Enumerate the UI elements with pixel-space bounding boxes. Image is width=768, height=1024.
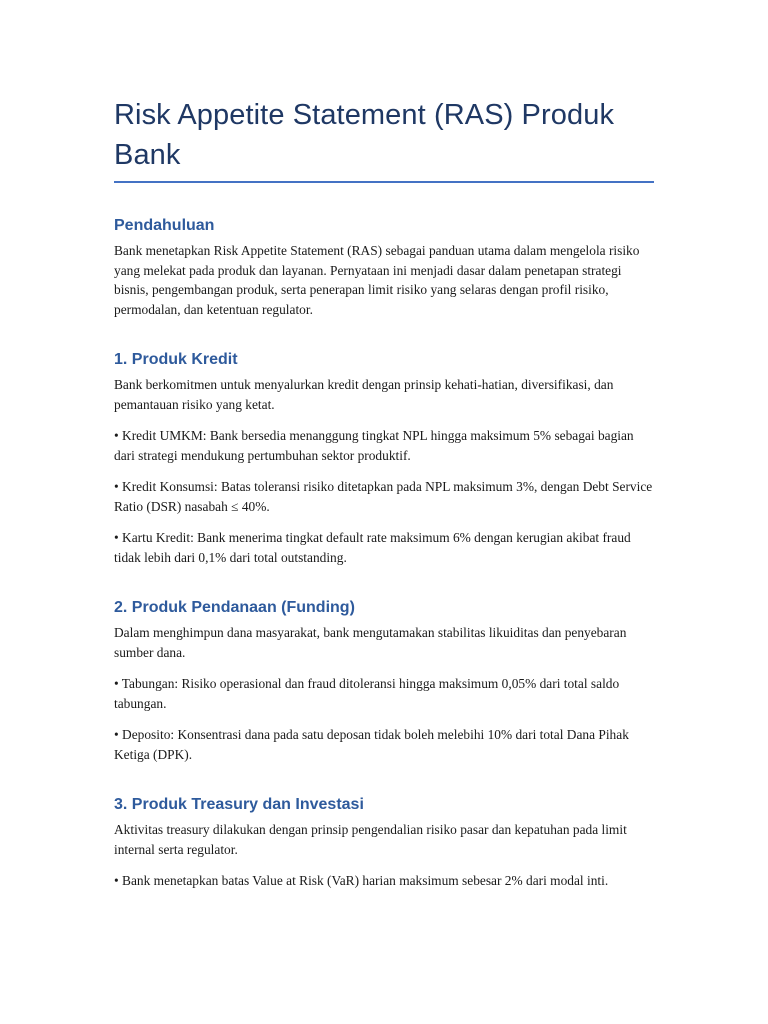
section-heading: 2. Produk Pendanaan (Funding) <box>114 599 355 616</box>
bullet-item: • Kredit UMKM: Bank bersedia menanggung tingkat NPL hingga maksimum 5% sebagai bagian dari strategi mendukung pertumbuhan sektor produktif. <box>114 428 634 463</box>
paragraph: Bank berkomitmen untuk menyalurkan kredit dengan prinsip kehati-hatian, diversifikasi, dan pemantauan risiko yang ketat. <box>114 377 614 412</box>
bullet-item: • Kredit Konsumsi: Batas toleransi risiko ditetapkan pada NPL maksimum 3%, dengan Debt Service Ratio (DSR) nasabah ≤ 40%. <box>114 479 653 514</box>
paragraph: Dalam menghimpun dana masyarakat, bank mengutamakan stabilitas likuiditas dan penyebaran sumber dana. <box>114 625 627 660</box>
section-heading: 1. Produk Kredit <box>114 351 238 368</box>
bullet-item: • Kartu Kredit: Bank menerima tingkat default rate maksimum 6% dengan kerugian akibat fraud tidak lebih dari 0,1% dari total outstanding. <box>114 530 631 565</box>
bullet-item: • Bank menetapkan batas Value at Risk (VaR) harian maksimum sebesar 2% dari modal inti. <box>114 873 609 888</box>
bullet-item: • Deposito: Konsentrasi dana pada satu deposan tidak boleh melebihi 10% dari total Dana Pihak Ketiga (DPK). <box>114 727 629 762</box>
bullet-item: • Tabungan: Risiko operasional dan fraud ditoleransi hingga maksimum 0,05% dari total saldo tabungan. <box>114 676 620 711</box>
section-produk-treasury <box>114 794 654 891</box>
document-title: Risk Appetite Statement (RAS) Produk Bank <box>114 95 654 183</box>
section-produk-kredit <box>114 349 654 567</box>
paragraph: Bank menetapkan Risk Appetite Statement (RAS) sebagai panduan utama dalam mengelola risiko yang melekat pada produk dan layanan. Pernyataan ini menjadi dasar dalam penetapan strategi bisnis, pengembangan produk, serta penerapan limit risiko yang selaras dengan profil risiko, permodalan, dan ketentuan regulator. <box>114 243 640 317</box>
section-produk-pendanaan <box>114 597 654 764</box>
section-pendahuluan <box>114 215 654 319</box>
section-heading: 3. Produk Treasury dan Investasi <box>114 796 364 813</box>
paragraph: Aktivitas treasury dilakukan dengan prinsip pengendalian risiko pasar dan kepatuhan pada limit internal serta regulator. <box>114 822 627 857</box>
section-heading: Pendahuluan <box>114 217 215 234</box>
